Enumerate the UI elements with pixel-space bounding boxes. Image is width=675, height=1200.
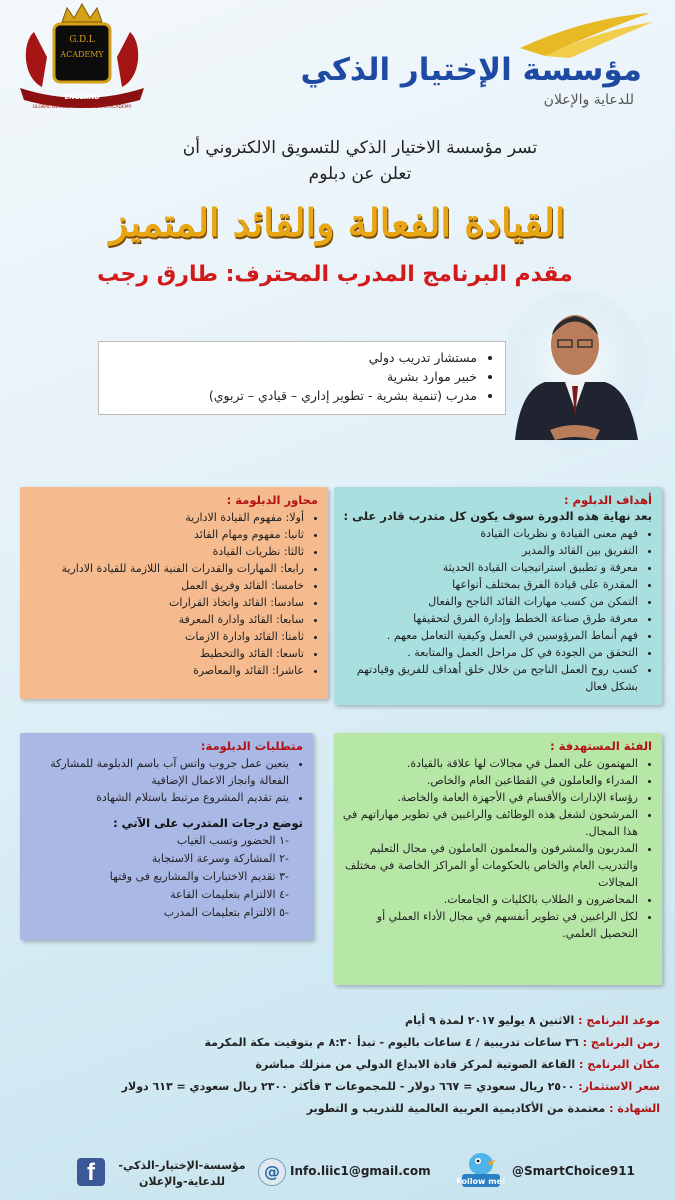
goal-item: • فهم أنماط المرؤوسين في العمل وكيفية التعامل معهم . [342,627,638,644]
goals-subheading: بعد نهاية هذه الدورة سوف يكون كل متدرب قادر على : [343,509,652,523]
target-item: • لكل الراغبين في تطوير أنفسهم في مجال الأداء العملي أو التحصيل العلمي. [342,908,638,942]
crest-academy-text: ACADEMY [60,50,104,59]
left-lion-icon [26,32,47,87]
target-item: • رؤساء الإدارات والأقسام في الأجهزة العامة والخاصة. [342,789,638,806]
email-icon: @ [258,1158,286,1186]
requirement-item: • يتعين عمل جروب واتس آب باسم الدبلومة للمشاركة الفعالة وانجاز الاعمال الإضافية [28,755,289,789]
info-label: مكان البرنامج : [578,1058,660,1071]
goal-item: • معرفة طرق صناعة الخطط وإدارة الفرق لتحقيقها [342,610,638,627]
axis-item: • ثانيا: مفهوم ومهام القائد [28,526,304,543]
trainer-photo [500,290,650,450]
info-label: سعر الاستثمار: [578,1080,660,1093]
target-audience-box [334,733,662,985]
info-row-date [20,1010,660,1032]
email-link[interactable]: Info.liic1@gmail.com [290,1164,431,1178]
right-lion-icon [117,32,138,87]
bio-item: • مدرب (تنمية بشرية - تطوير إداري – قيادي – تربوي) [107,386,477,405]
requirements-heading: متطلبات الدبلومة: [200,739,303,753]
target-heading: الفئة المستهدفة : [550,739,652,753]
facebook-line-1: مؤسسة-الإختيار-الذكي- [118,1159,246,1172]
info-label: موعد البرنامج : [578,1014,660,1027]
axis-item: • سابعا: القائد وادارة المعرفة [28,611,304,628]
info-label: الشهادة : [609,1102,660,1115]
twitter-bird-icon[interactable] [456,1150,506,1190]
info-value: معتمدة من الأكاديمية العربية العالمية للتدريب و التطوير [306,1102,610,1115]
bio-item: • خبير موارد بشرية [107,367,477,386]
info-row-certificate [20,1098,660,1120]
brand-swoosh-icon [515,8,655,58]
axes-heading: محاور الدبلومة : [226,493,318,507]
axis-item: • سادسا: القائد واتخاذ القرارات [28,594,304,611]
goal-item: • التمكن من كسب مهارات القائد الناجح والفعال [342,593,638,610]
goal-item: • فهم معنى القيادة و نظريات القيادة [342,525,638,542]
info-row-place [20,1054,660,1076]
facebook-page-link[interactable] [112,1158,252,1190]
axis-item: • رابعا: المهارات والقدرات الفنية اللازمة للقيادة الادارية [28,560,304,577]
program-info [20,1010,660,1120]
diploma-title: القيادة الفعالة والقائد المتميز [109,200,566,245]
axis-item: • أولا: مفهوم القيادة الادارية [28,509,304,526]
target-item: • المرشحون لشغل هذه الوظائف والراغبين في تطوير مهاراتهم في هذا المجال. [342,806,638,840]
axis-item: • عاشرا: القائد والمعاصرة [28,662,304,679]
twitter-handle-link[interactable]: @SmartChoice911 [512,1164,635,1178]
trainer-bio-box [98,341,506,415]
grade-item: -٢ المشاركة وسرعة الاستجابة [151,852,289,865]
info-row-price [20,1076,660,1098]
target-item: • المدربون والمشرفون والمعلمون العاملون في مجال التعليم والتدريب العام والخاص بالحكومات أو المراكز الخاصة في مختلف المجالات [342,840,638,891]
goals-heading: أهداف الدبلوم : [563,493,652,507]
presenter-line: مقدم البرنامج المدرب المحترف: طارق رجب [97,262,573,287]
target-item: • المهتمون على العمل في مجالات لها علاقة بالقيادة. [342,755,638,772]
brand-tagline: للدعاية والإعلان [543,92,634,108]
requirement-item: • يتم تقديم المشروع مرتبط باستلام الشهادة [28,789,289,806]
intro-text: تسر مؤسسة الاختيار الذكي للتسويق الالكتروني أن تعلن عن دبلوم [182,138,538,184]
grade-item: -٤ الالتزام بتعليمات القاعة [170,888,289,901]
info-value: القاعة الصوتية لمركز قادة الابداع الدولي من منزلك مباشرة [255,1058,579,1071]
crest-england-text: ENGLAND [64,93,100,101]
brand-name: مؤسسة الإختيار الذكي [300,52,642,88]
brand-logo [300,8,660,108]
info-row-time [20,1032,660,1054]
facebook-line-2: للدعاية-والإعلان [138,1175,226,1188]
goal-item: • التفريق بين القائد والمدير [342,542,638,559]
axis-item: • ثالثا: نظريات القيادة [28,543,304,560]
info-label: زمن البرنامج : [582,1036,660,1049]
target-item: • المحاضرون و الطلاب بالكليات و الجامعات. [342,891,638,908]
goal-item: • المقدرة على قيادة الفرق بمختلف أنواعها [342,576,638,593]
requirements-box [20,733,313,940]
goal-item: • معرفة و تطبيق استراتيجيات القيادة الحديثة [342,559,638,576]
grades-heading: توضع درجات المتدرب على الآتي : [113,816,303,830]
crest-gdl-text: G.D.L [69,35,95,45]
crest-motto-text: GLOBAL DEVELOPMENT LEADERS ACADEMY [32,105,132,110]
bio-item: • مستشار تدريب دولي [107,348,477,367]
grade-item: -٥ الالتزام بتعليمات المدرب [163,906,289,919]
axis-item: • ثامنا: القائد وادارة الازمات [28,628,304,645]
grade-item: -٣ تقديم الاختبارات والمشاريع فى وقتها [109,870,289,883]
info-value: الاثنين ٨ يوليو ٢٠١٧ لمدة ٩ أيام [405,1014,579,1027]
facebook-icon[interactable]: f [77,1158,105,1186]
diploma-axes-box [20,487,328,699]
grade-item: -١ الحضور وتسب الغياب [176,834,289,847]
twitter-badge-text: Follow me! [456,1177,506,1186]
info-value: ٣٦ ساعات تدريبية / ٤ ساعات باليوم - تبدأ ٨:٣٠ م بتوقيت مكة المكرمة [204,1036,583,1049]
goal-item: • كسب روح العمل الناجح من خلال خلق أهداف للفريق وقيادتهم بشكل فعال [342,661,638,695]
axis-item: • تاسعا: القائد والتخطيط [28,645,304,662]
goal-item: • التحقق من الجودة في كل مراحل العمل والمتابعة . [342,644,638,661]
crest-crown-icon [62,4,102,22]
goals-box [334,487,662,705]
academy-crest-logo [12,2,152,112]
info-value: ٢٥٠٠ ريال سعودي = ٦٦٧ دولار - للمجموعات ٣ فأكثر ٢٣٠٠ ريال سعودي = ٦١٣ دولار [121,1080,579,1093]
target-item: • المدراء والعاملون في القطاعين العام والخاص. [342,772,638,789]
axis-item: • خامسا: القائد وفريق العمل [28,577,304,594]
